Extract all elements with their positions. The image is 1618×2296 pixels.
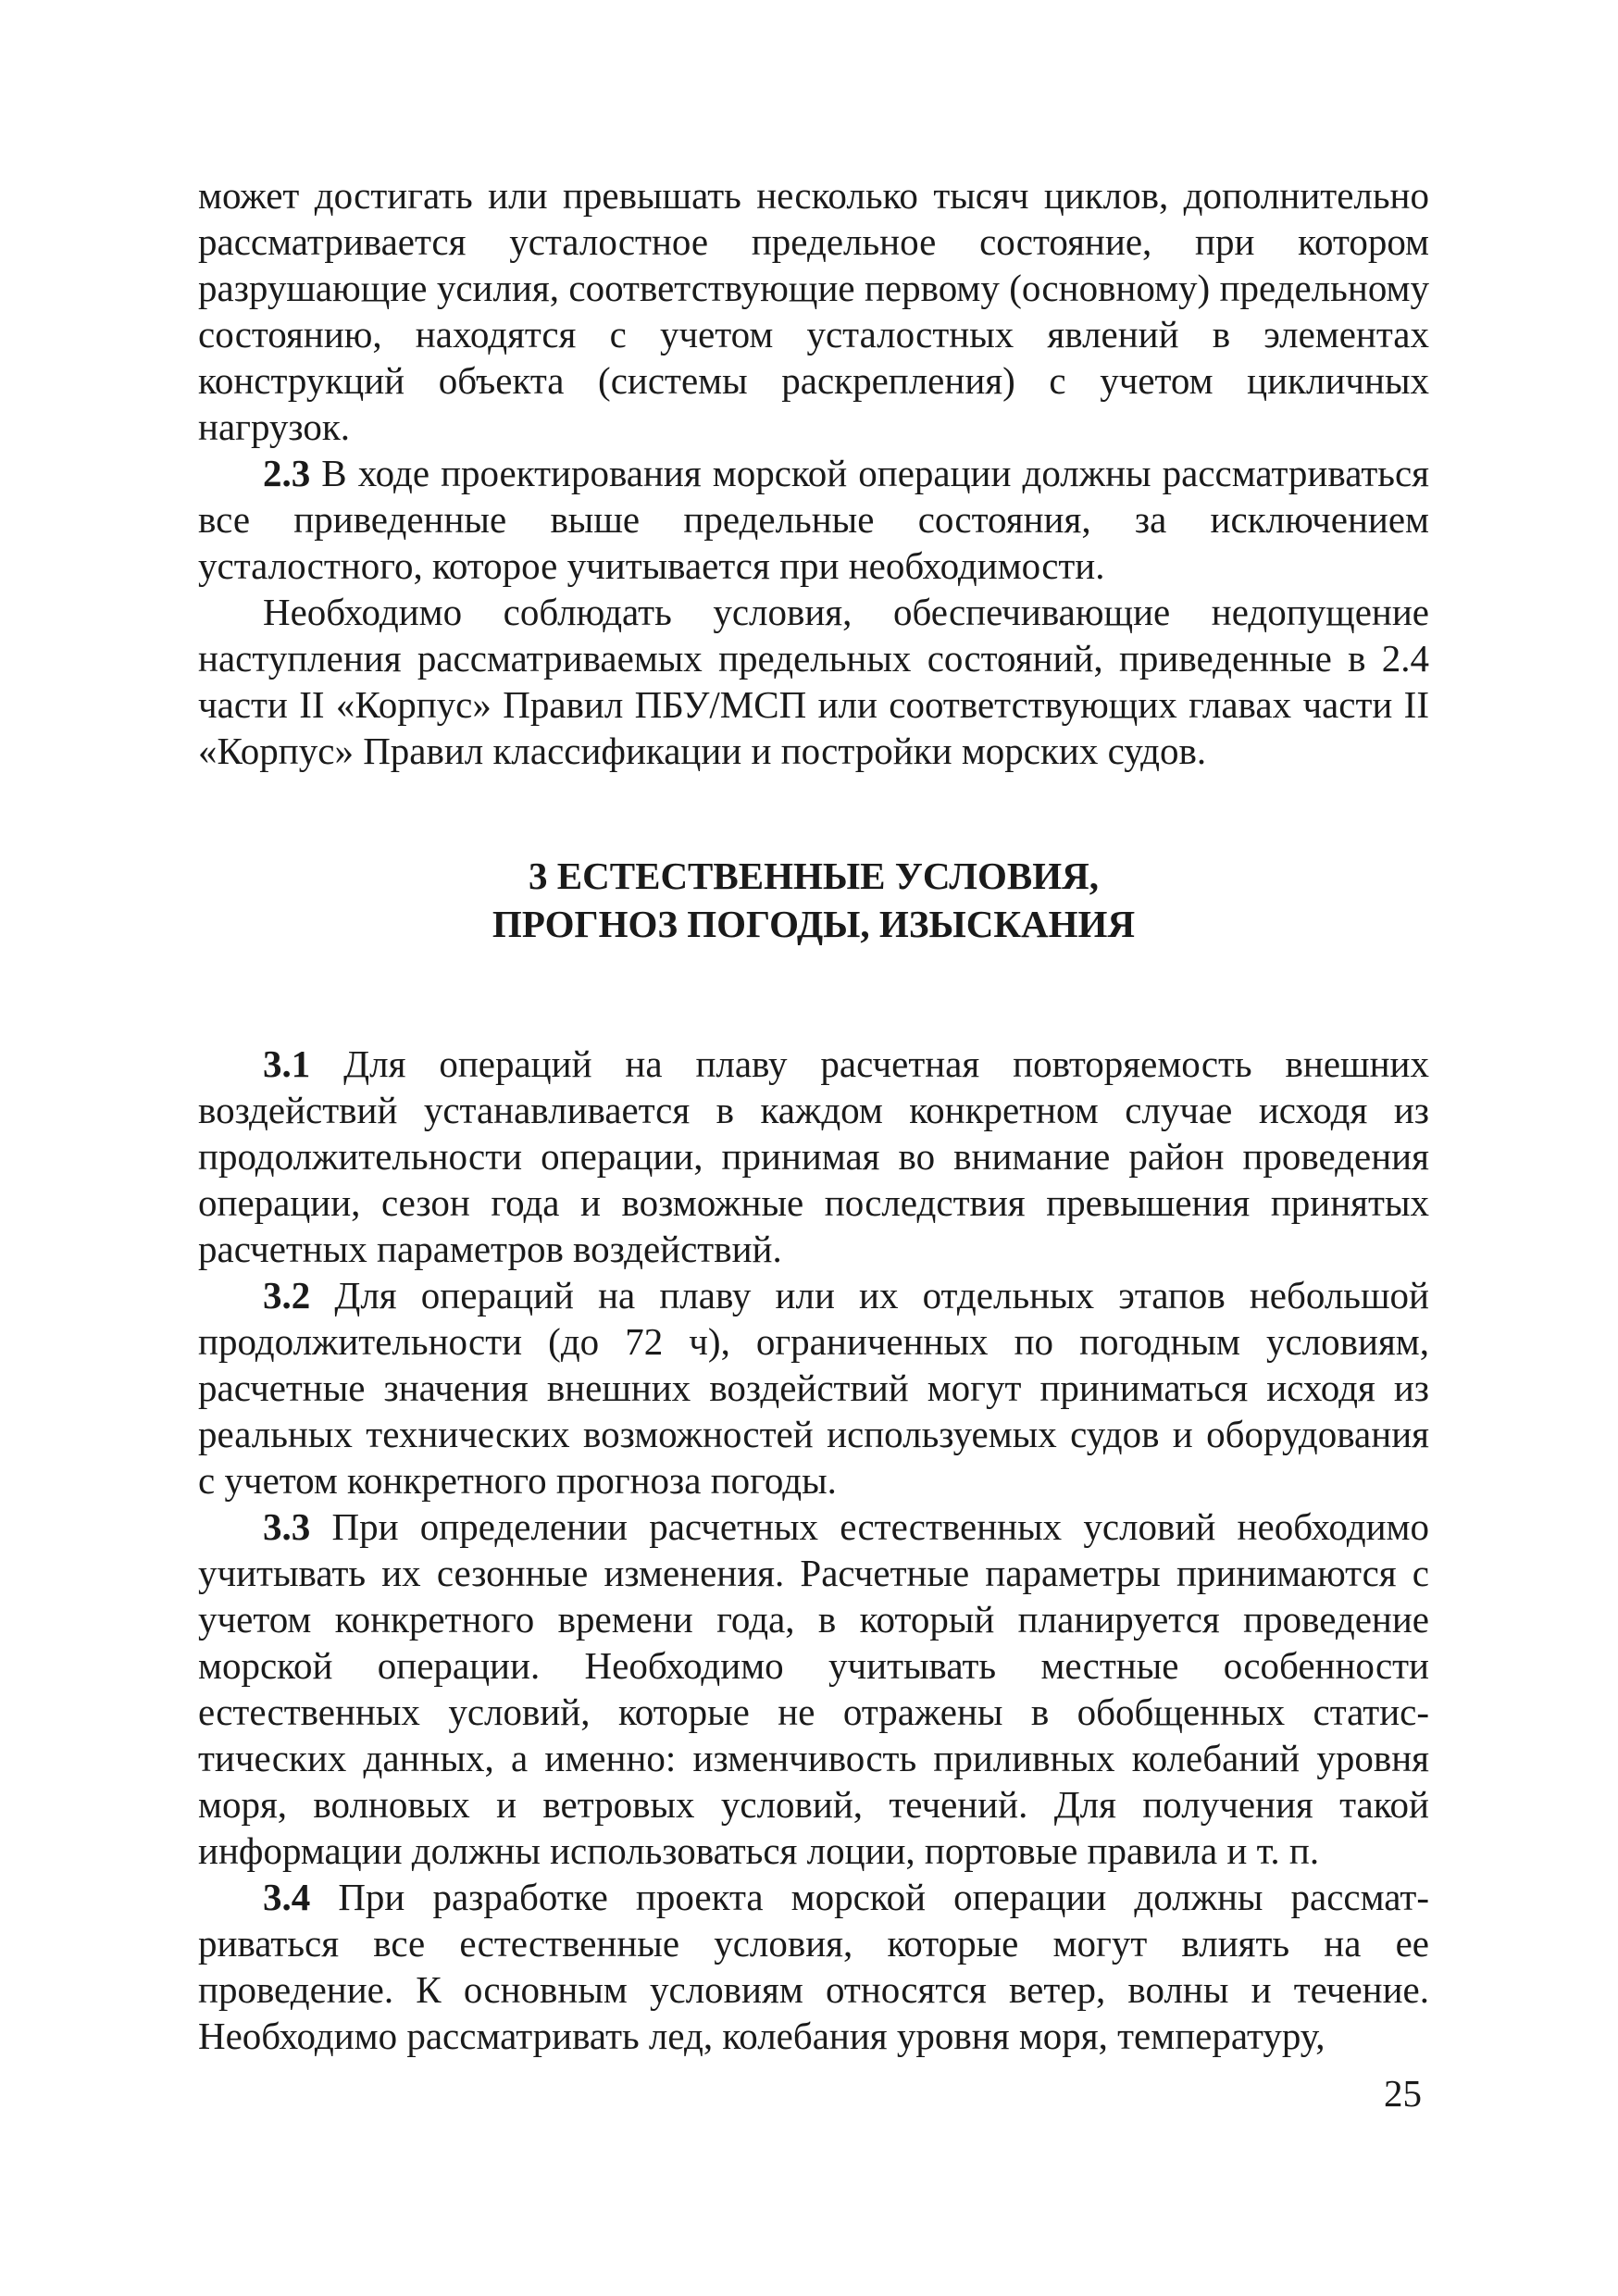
clause-number: 3.2 [263,1274,311,1316]
paragraph-3-2 [198,1272,1429,1504]
paragraph-text: Необходимо соблюдать условия, обеспечивающие недопущение наступления рассматриваемых предельных состояний, приведенные в 2.4 части II «Корпус» Правил ПБУ/МСП или соответствующих главах части II «Корпус» Правил классификации и постройки морских судов. [198,591,1429,772]
section-heading-line-2: ПРОГНОЗ ПОГОДЫ, ИЗЫСКАНИЯ [492,903,1136,945]
paragraph-2-3 [198,450,1429,589]
paragraph-3-1 [198,1041,1429,1272]
paragraph-requirement [198,589,1429,774]
paragraph-3-3 [198,1504,1429,1874]
paragraph-text: может достигать или превышать несколько тысяч циклов, дополнительно рассматривается усталостное предельное состояние, при котором разрушающие усилия, соответствующие первому (основному) предельному состоянию, находятся с учетом усталостных явлений в элементах конструкций объекта (системы раскрепления) с учетом цикличных нагрузок. [198,174,1429,448]
paragraph-text: В ходе проектирования морской операции должны рассматриваться все приведенные выше предельные состояния, за исключением усталостного, которое учитывается при необходимости. [198,452,1429,587]
paragraph-3-4 [198,1874,1429,2059]
paragraph-continuation [198,172,1429,450]
paragraph-text: Для операций на плаву или их отдельных этапов небольшой продолжительности (до 72 ч), ограниченных по погодным условиям, расчетные значения внешних воздействий могут приниматься исходя из реальных технических возможностей используемых судов и оборудования с учетом конкретного прогноза погоды. [198,1274,1429,1502]
page-number: 25 [1384,2072,1422,2115]
paragraph-text: Для операций на плаву расчетная повторяемость внешних воздействий устанавливается в каждом конкретном случае исходя из продолжительности операции, принимая во внимание район проведения операции, сезон года и возможные последствия превышения принятых расчетных параметров воздействий. [198,1042,1429,1270]
page-body [198,172,1429,2059]
section-heading [198,852,1429,948]
clause-number: 3.1 [263,1042,311,1085]
section-heading-line-1: 3 ЕСТЕСТВЕННЫЕ УСЛОВИЯ, [529,855,1099,897]
clause-number: 3.4 [263,1876,311,1918]
clause-number: 3.3 [263,1505,311,1548]
paragraph-text: При определении расчетных естественных условий необходимо учитывать их сезонные изменения. Расчетные параметры принимаются с учетом конкретного времени года, в который планируется проведение морской операции. Необходимо учитывать местные особенности естественных условий, которые не отражены в обобщенных статистических данных, а именно: изменчивость приливных колебаний уровня моря, волновых и ветровых условий, течений. Для получения такой информации должны использоваться лоции, портовые правила и т. п. [198,1505,1429,1872]
paragraph-text: При разработке проекта морской операции должны рассматриваться все естественные условия, которые могут влиять на ее проведение. К основным условиям относятся ветер, волны и течение. Необходимо рассматривать лед, колебания уровня моря, температуру, [198,1876,1429,2057]
clause-number: 2.3 [263,452,311,494]
